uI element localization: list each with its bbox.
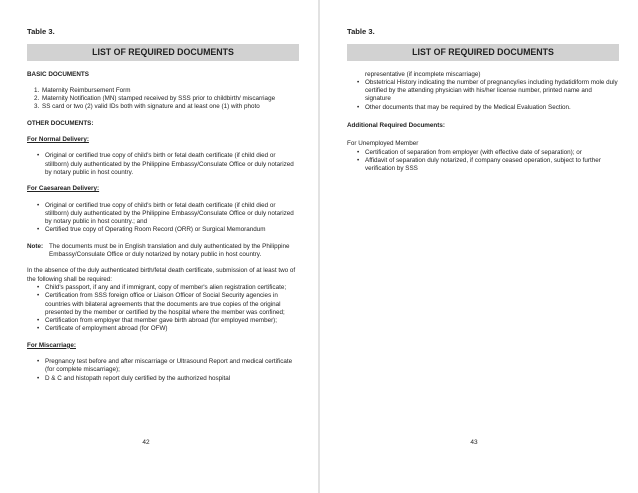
absence-paragraph: In the absence of the duly authenticated birth/fetal death certificate, submission of at least two of the following shall be required: [27,267,296,283]
list-item: • Pregnancy test before and after miscarriage or Ultrasound Report and medical certificate (for complete miscarriage); [45,358,299,375]
normal-delivery-heading: For Normal Delivery: [27,136,89,144]
table-label: Table 3. [347,27,375,36]
page-number: 43 [470,439,478,446]
unemployed-member-heading: For Unemployed Member [347,140,419,148]
list-item: • Original or certified true copy of child's birth or fetal death certificate (if child died or stillborn) duly authenticated by the Philippine Embassy/Consulate Office or duly notarized by notary public in host country.; and [45,202,299,227]
list-item: • Certification of separation from employer (with effective date of separation); or [365,149,619,157]
continuation-text: representative (if incomplete miscarriage) [365,70,481,78]
other-documents-heading: OTHER DOCUMENTS: [27,119,94,127]
miscarriage-list [27,358,299,383]
basic-documents-heading: BASIC DOCUMENTS [27,70,89,78]
note-label: Note: [27,242,44,250]
unemployed-member-list [347,149,619,174]
list-item: • Certification from SSS foreign office or Liaison Officer of Social Security agencies in countries with bilateral agreements that the documents are true copies of the original presented by the member or certified by the hospital where the member was confined; [45,292,299,317]
list-item: • Affidavit of separation duly notarized, if company ceased operation, subject to further verification by SSS [365,157,619,174]
page-left [0,0,318,493]
page-number: 42 [142,439,150,446]
miscarriage-heading: For Miscarriage: [27,341,76,349]
caesarean-delivery-list [27,202,299,235]
caesarean-delivery-heading: For Caesarean Delivery: [27,185,100,193]
list-item: • Certified true copy of Operating Room Record (ORR) or Surgical Memorandum [45,226,299,234]
list-item: 1. Maternity Reimbursement Form [41,87,299,95]
additional-documents-heading: Additional Required Documents: [347,122,445,130]
basic-documents-list [27,87,299,112]
section-banner: LIST OF REQUIRED DOCUMENTS [347,44,619,60]
list-item: • Other documents that may be required by the Medical Evaluation Section. [365,104,619,112]
page-left-content [27,28,299,383]
list-item: 2. Maternity Notification (MN) stamped received by SSS prior to childbirth/ miscarriage [41,95,299,103]
page-right-content [347,28,619,174]
list-item: • Certificate of employment abroad (for OFW) [45,325,299,333]
page-right [320,0,638,493]
note-text: The documents must be in English translation and duly authenticated by the Philippine Embassy/Consulate Office or duly notarized by notary public in host country. [49,242,290,259]
miscarriage-continued-list [347,79,619,112]
list-item: • Child's passport, if any and if immigrant, copy of member's alien registration certificate; [45,284,299,292]
list-item: • Original or certified true copy of child's birth or fetal death certificate (if child died or stillborn) duly authenticated by the Philippine Embassy/Consulate Office or duly notarized by notary public in host country. [45,152,299,177]
normal-delivery-list [27,152,299,177]
absence-list [27,284,299,334]
table-label: Table 3. [27,27,55,36]
list-item: • Obstetrical History indicating the number of pregnancy/ies including hydatidiform mole duly certified by the attending physician with his/her license number, printed name and signature [365,79,619,104]
list-item: • Certification from employer that member gave birth abroad (for employed member); [45,317,299,325]
list-item: • D & C and histopath report duly certified by the authorized hospital [45,375,299,383]
note [27,243,299,260]
section-banner: LIST OF REQUIRED DOCUMENTS [27,44,299,60]
list-item: 3. SS card or two (2) valid IDs both with signature and at least one (1) with photo [41,103,299,111]
